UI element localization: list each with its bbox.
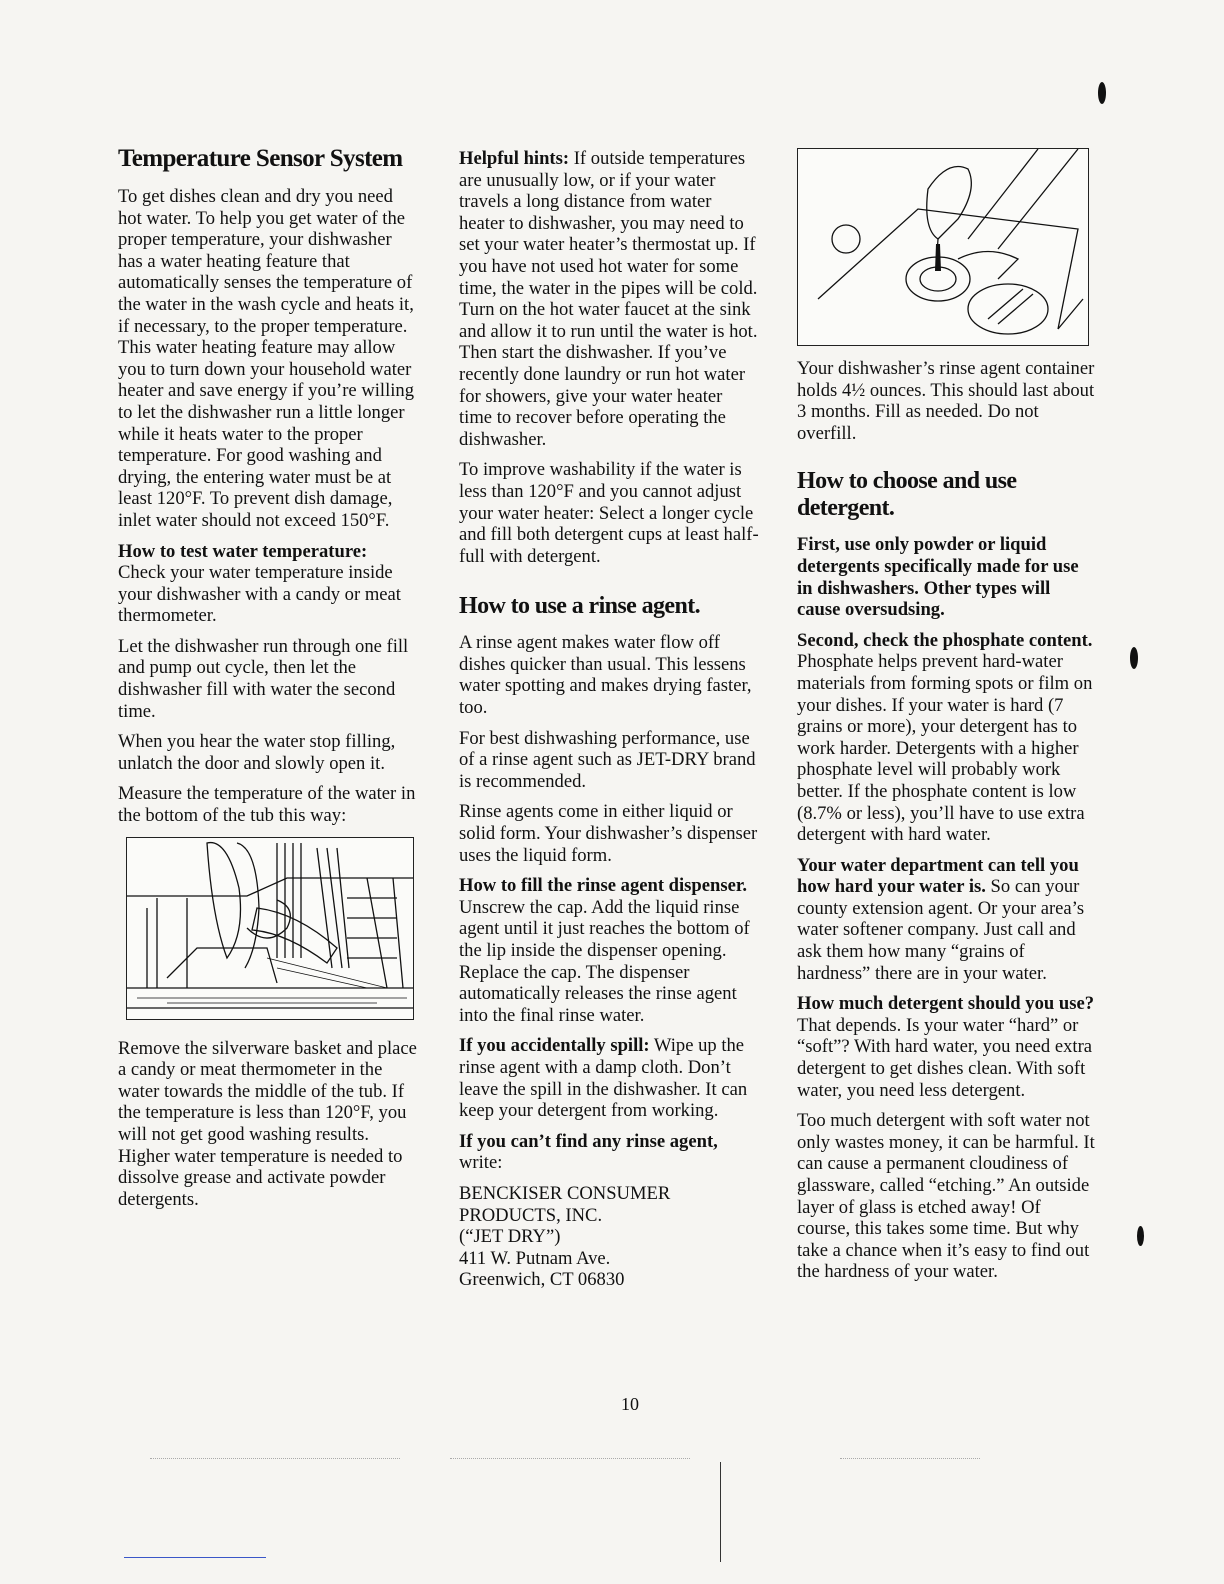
scan-artifact	[840, 1458, 980, 1461]
column-middle	[459, 148, 759, 1291]
find-rinse-paragraph	[459, 1131, 759, 1174]
rinse-dispenser-illustration	[797, 148, 1089, 346]
rinse-best: For best dishwashing performance, use of a rinse agent such as JET-DRY brand is recommended.	[459, 727, 756, 792]
find-rinse-text: write:	[459, 1152, 503, 1174]
how-much-paragraph	[797, 993, 1097, 1101]
fill-dispenser-text: Unscrew the cap. Add the liquid rinse agent until it just reaches the bottom of the lip inside the dispenser opening. Replace the cap. The dispenser automatically releases the rinse agent into the final rinse water.	[459, 896, 750, 1026]
temperature-intro: To get dishes clean and dry you need hot water. To help you get water of the proper temperature, your dishwasher has a water heating feature that automatically senses the temperature of the water in the wash cycle and heats it, if necessary, to the proper temperature. This water heating feature may allow you to turn down your household water heater and save energy if you’re willing to let the dishwasher run a little longer while it heats water to the proper temperature. For good washing and drying, the entering water must be at least 120°F. To prevent dish damage, inlet water should not exceed 150°F.	[118, 186, 415, 531]
washability-paragraph: To improve washability if the water is less than 120°F and you cannot adjust your water heater: Select a longer cycle and fill both detergent cups at least half-full with detergent.	[459, 459, 759, 567]
helpful-hints-paragraph	[459, 148, 759, 450]
how-much-heading: How much detergent should you use?	[797, 993, 1095, 1015]
water-department-heading: Your water department can tell you how hard your water is.	[797, 854, 1079, 898]
spill-heading: If you accidentally spill:	[459, 1035, 650, 1057]
scan-artifact	[720, 1462, 721, 1562]
water-department-paragraph	[797, 855, 1097, 985]
helpful-hints-heading: Helpful hints:	[459, 148, 570, 169]
test-step-open: When you hear the water stop filling, unlatch the door and slowly open it.	[118, 731, 396, 774]
temperature-sensor-title: Temperature Sensor System	[118, 145, 403, 172]
binder-mark	[1137, 1226, 1144, 1246]
fill-dispenser-heading: How to fill the rinse agent dispenser.	[459, 875, 748, 897]
tub-figure-caption: Remove the silverware basket and place a candy or meat thermometer in the water towards the middle of the tub. If the temperature is less than 120°F, you will not get good washing results. Higher water temperature is needed to dissolve grease and activate powder detergents.	[118, 1037, 417, 1210]
too-much-detergent: Too much detergent with soft water not only wastes money, it can be harmful. It can cause a permanent cloudiness of glassware, called “etching.” An outside layer of glass is etched away! Of course, this takes some time. But why take a chance when it’s easy to find out the hardness of your water.	[797, 1110, 1095, 1283]
footer-rule	[124, 1557, 266, 1558]
rinse-intro: A rinse agent makes water flow off dishes quicker than usual. This lessens water spotting and makes drying faster, too.	[459, 632, 752, 719]
manufacturer-address	[459, 1183, 759, 1291]
scan-artifact	[450, 1458, 690, 1461]
find-rinse-heading: If you can’t find any rinse agent,	[459, 1130, 718, 1152]
address-line: BENCKISER CONSUMER	[459, 1182, 671, 1204]
phosphate-paragraph	[797, 630, 1097, 846]
address-line: Greenwich, CT 06830	[459, 1269, 625, 1291]
detergent-title: How to choose and use detergent.	[797, 468, 1017, 522]
rinse-agent-title: How to use a rinse agent.	[459, 593, 700, 620]
spill-paragraph	[459, 1035, 759, 1121]
how-much-text: That depends. Is your water “hard” or “soft”? With hard water, you need extra detergent to get dishes clean. With soft water, you need less detergent.	[797, 1014, 1093, 1101]
column-right	[797, 148, 1097, 1292]
test-water-text: Check your water temperature inside your dishwasher with a candy or meat thermometer.	[118, 562, 401, 627]
phosphate-text: Phosphate helps prevent hard-water materials from forming spots or film on your dishes. If your water is hard (7 grains or more), your detergent has to work harder. Detergents with a higher phosphate level will probably work better. If the phosphate content is low (8.7% or less), you’ll have to use extra detergent with hard water.	[797, 651, 1093, 846]
binder-mark	[1130, 647, 1138, 669]
test-water-paragraph	[118, 541, 418, 627]
phosphate-heading: Second, check the phosphate content.	[797, 629, 1093, 651]
helpful-hints-text: If outside temperatures are unusually low, or if your water travels a long distance from water heater to dishwasher, you may need to set your water heater’s thermostat up. If you have not used hot water for some time, the water in the pipes will be cold. Turn on the hot water faucet at the sink and allow it to run until the water is hot. Then start the dishwasher. If you’ve recently done laundry or run hot water for showers, give your water heater time to recover before operating the dishwasher.	[459, 148, 758, 450]
test-water-heading: How to test water temperature:	[118, 540, 368, 562]
fill-dispenser-paragraph	[459, 875, 759, 1026]
rinse-container-caption: Your dishwasher’s rinse agent container holds 4½ ounces. This should last about 3 months. Fill as needed. Do not overfill.	[797, 358, 1095, 444]
water-department-text: So can your county extension agent. Or your area’s water softener company. Just call and ask them how many “grains of hardness” there are in your water.	[797, 876, 1085, 984]
test-step-measure: Measure the temperature of the water in the bottom of the tub this way:	[118, 783, 416, 827]
page-number: 10	[621, 1394, 639, 1414]
address-line: PRODUCTS, INC.	[459, 1204, 603, 1226]
address-line: (“JET DRY”)	[459, 1226, 561, 1248]
column-left	[118, 145, 418, 1219]
address-line: 411 W. Putnam Ave.	[459, 1247, 611, 1269]
scan-artifact	[150, 1458, 400, 1461]
spill-text: Wipe up the rinse agent with a damp cloth. Don’t leave the spill in the dishwasher. It can keep your detergent from working.	[459, 1035, 748, 1122]
rinse-forms: Rinse agents come in either liquid or solid form. Your dishwasher’s dispenser uses the liquid form.	[459, 801, 758, 866]
binder-mark	[1098, 82, 1106, 104]
test-step-run: Let the dishwasher run through one fill and pump out cycle, then let the dishwasher fill with water the second time.	[118, 635, 409, 722]
detergent-first: First, use only powder or liquid detergents specifically made for use in dishwashers. Other types will cause oversudsing.	[797, 534, 1079, 621]
dishwasher-tub-illustration	[126, 837, 414, 1020]
